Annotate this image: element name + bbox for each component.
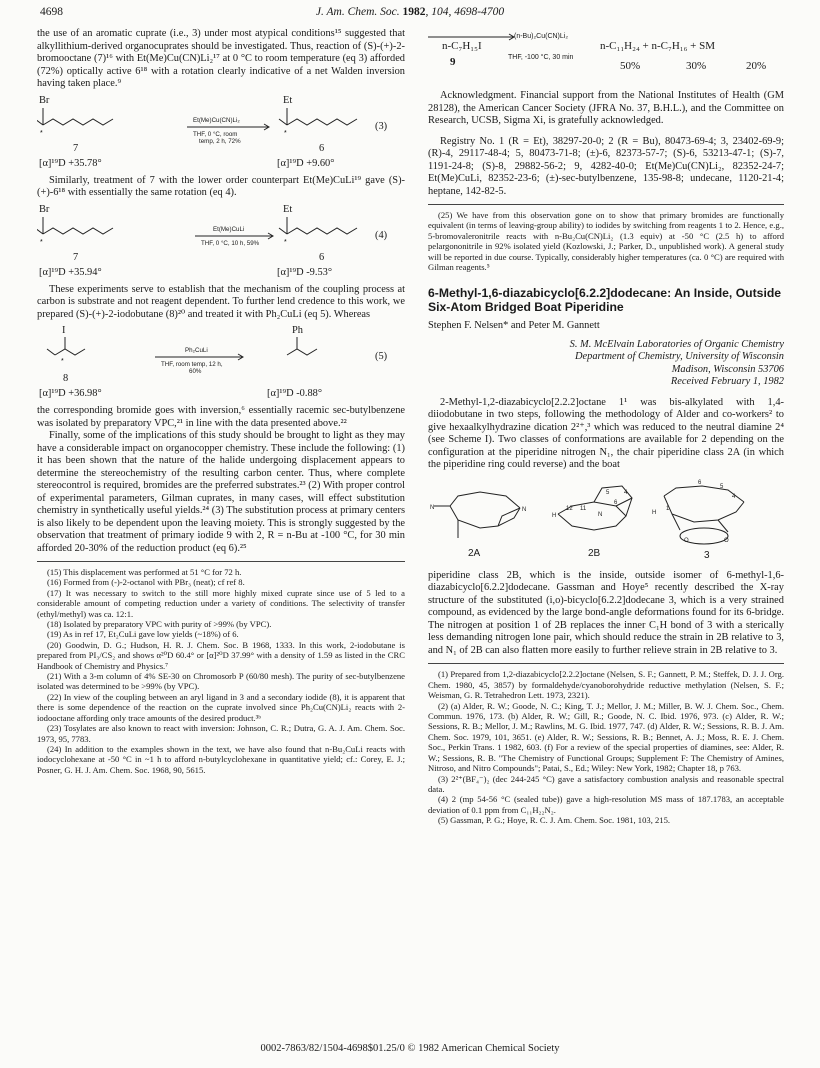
compound-number: 6 (319, 251, 325, 263)
product-substituent: Et (283, 203, 293, 215)
optical-rotation: [α]¹⁹D +35.78° (39, 157, 102, 169)
footnote: (19) As in ref 17, Et₂CuLi gave low yields (~18%) of 6. (47, 629, 239, 640)
svg-text:O: O (684, 537, 689, 544)
reactant: n-C₇H₁₅I (442, 40, 482, 52)
left-column (37, 28, 405, 775)
svg-text:5: 5 (606, 489, 610, 496)
footnotes (37, 567, 405, 775)
equation-5 (37, 325, 405, 401)
yield: 20% (746, 60, 767, 72)
svg-text:H: H (652, 509, 657, 516)
footnote: (24) In addition to the examples shown in the text, we have also found that n-Bu₂CuLi reacts with iodocyclohexane at -50 °C in ~1 h to afford n-butylcyclohexane in quantitative yield; cf.: Corey, E. J.; Posner, G. H. J. Am. Chem. Soc. 1968, 90, 5615. (37, 743, 405, 775)
equation-number: (5) (375, 351, 388, 362)
equation-number: (4) (375, 229, 388, 241)
equation-6 (428, 32, 784, 84)
svg-text:1: 1 (666, 505, 670, 512)
yield: 30% (686, 60, 707, 72)
footnote: (4) 2 (mp 54-56 °C (sealed tube)) gave a high-resolution MS mass of 187.1783, an acceptable deviation of 0.1 ppm from C₁₁H₂₂N₂. (428, 794, 784, 815)
products: n-C₁₁H₂₄ + n-C₇H₁₆ + SM (600, 40, 716, 52)
structure-label: 2B (588, 547, 601, 559)
compound-number: 7 (73, 251, 79, 263)
paragraph: Similarly, treatment of 7 with the lower order counterpart Et(Me)CuLi¹⁹ gave (S)-(+)-6¹⁸ with essentially the same rotation (eq 4). (37, 174, 405, 198)
reactant-halogen: Br (39, 203, 50, 215)
paragraph: the use of an aromatic cuprate (i.e., 3) under most atypical conditions¹⁵ suggested that alkyllithium-derived organocuprates should be investigated. Thus, reaction of (S)-(+)-2-bromooctane (7)¹⁶ with Et(Me)Cu(CN)Li₂¹⁷ at 0 °C to room temperature (eq 3) afforded (72%) optically active 6¹⁸ with a rotation clearly indicative of a net Walden inversion having taken place.⁹ (37, 28, 405, 89)
structure-figure (428, 476, 784, 566)
structure-label: 2A (468, 547, 481, 559)
footnote: (20) Goodwin, D. G.; Hudson, H. R. J. Chem. Soc. B 1968, 1333. In this work, 2-iodobutane is prepared from PI₃/CS₂ and shows α²⁰D 60.4° or [α]²⁰D 37.99° with a density of 1.59 as listed in the CRC Handbook of Chemistry and Physics.⁷ (37, 639, 405, 671)
svg-text:*: * (40, 238, 43, 246)
journal-volume: 104 (431, 6, 449, 18)
svg-text:H: H (552, 512, 557, 519)
svg-text:*: * (284, 129, 287, 137)
reactant-halogen: I (62, 325, 66, 336)
yield: 50% (620, 60, 641, 72)
paragraph: These experiments serve to establish that the mechanism of the coupling process at carbon is substrate and not reagent dependent. To further lend credence to this work, we prepared (S)-(+)-2-iodobutane (8)²⁰ and treated it with Ph₂CuLi (eq 5). Whereas (37, 283, 405, 320)
conditions-line: 60% (189, 368, 202, 375)
svg-text:N: N (522, 506, 527, 513)
paragraph: the corresponding bromide goes with inversion,⁶ essentially racemic sec-butylbenzene was isolated by preparatory VPC,²¹ in line with the data presented above.²² (37, 405, 405, 429)
reagent: (n-Bu)₂Cu(CN)Li₂ (514, 33, 569, 40)
svg-text:*: * (284, 238, 287, 246)
footnote: (16) Formed from (-)-2-octanol with PBr₃ (neat); cf ref 8. (47, 577, 245, 588)
affiliation (428, 339, 784, 377)
footnote: (25) We have from this observation gone on to show that primary bromides are functionally equivalent (in terms of leaving-group ability) to iodides by switching from reagents 1 to 2. Hence, e.g., 5-bromovaleronitrile reacts with n-Bu₂Cu(CN)Li₂ (1.3 equiv) at -50 °C (2.5 h) to afford pelargononitrile in 92% isolated yield (Kozlowski, J.; Parker, D., unpublished work). A general study will be reported in due course. Typically, considerably higher temperatures (ca. 0 °C) are required with Gilman reagents.⁵ (428, 210, 784, 273)
footnote: (5) Gassman, P. G.; Hoye, R. C. J. Am. Chem. Soc. 1981, 103, 215. (438, 815, 671, 826)
compound-number: 7 (73, 142, 79, 154)
svg-text:11: 11 (580, 505, 587, 512)
svg-text:N: N (598, 511, 603, 518)
svg-text:4: 4 (732, 493, 736, 500)
footnote-divider (37, 561, 405, 562)
footnote: (22) In view of the coupling between an aryl ligand in 3 and a secondary iodide (8), it is apparent that there is some dependence of the reaction on the cuprate involved since Ph₂Cu(CN)Li₂ reacts with 2-iodooctane affording only trace amounts of the desired product.³ᵇ (37, 691, 405, 723)
authors: Stephen F. Nelsen* and Peter M. Gannett (428, 320, 600, 332)
optical-rotation: [α]¹⁹D -0.88° (267, 388, 323, 399)
footnote: (1) Prepared from 1,2-diazabicyclo[2.2.2]octane (Nelsen, S. F.; Gannett, P. M.; Steffek, D. J. J. Org. Chem. 1980, 45, 3857) by formaldehyde/cyanoborohydride reductive methylation (Nelsen, S. F.; Weisman, G. R. Tetrahedron Lett. 1973, 2321). (428, 669, 784, 701)
reagent: Ph₂CuLi (185, 347, 208, 354)
optical-rotation: [α]¹⁹D +36.98° (39, 388, 102, 399)
svg-text:N: N (430, 504, 435, 511)
footnote: (18) Isolated by preparatory VPC with purity of >99% (by VPC). (47, 619, 272, 630)
footnote: (21) With a 3-m column of 4% SE-30 on Chromosorb P (60/80 mesh). The purity of sec-butylbenzene isolated was determined to be >99% (by VPC). (37, 671, 405, 692)
equation-4 (37, 204, 405, 280)
running-header (40, 6, 780, 22)
conditions-line: THF, room temp, 12 h, (161, 361, 223, 368)
svg-text:4: 4 (624, 489, 628, 496)
registry-numbers: Registry No. 1 (R = Et), 38297-20-0; 2 (R = Bu), 80473-69-4; 3, 23402-69-9; (R)-4, 29117-48-4; 5, 80473-71-8; (±)-6, 82373-57-7; (S)-6, 53213-47-1; (S)-7, 1191-24-8; (S)-8, 29882-56-2; 9, 4282-40-0; Et(Me)Cu(CN)Li₂, 82352-24-7; Et(Me)CuLi, 82352-23-6; (±)-sec-butylbenzene, 135-98-8; undecane, 1120-21-4; heptane, 142-82-5. (428, 135, 784, 197)
equation-number: (3) (375, 120, 388, 132)
footnote: (2) (a) Alder, R. W.; Goode, N. C.; King, T. J.; Mellor, J. M.; Miller, B. W. J. Chem. Soc., Chem. Commun. 1976, 173. (b) Alder, R. W.; Gill, R.; Goode, N. C. Ibid. 1976, 973. (c) Alder, R. W.; Sessions, R. B.; Mellor, J. M.; Rawlins, M. G. Ibid. 1977, 747. (d) Alder, R. W.; Sessions, R. B. J. Am. Chem. Soc. 1979, 101, 3651. (e) Alder, R. W.; Sessions, R. B.; Bennet, A. J.; Moss, R. E. J. Chem. Soc., Perkin Trans. 1 1982, 603. (f) For a review of the special properties of diamines, see: Alder, R. W.; Sessions, R. B. "The Chemistry of Functional Groups; Supplement F: The Chemistry of Amines, Nitroso, and Nitro Compounds"; Patai, S., Ed.; Wiley: New York, 1982; Chapter 18, p 763. (428, 700, 784, 774)
compound-number: 6 (319, 142, 325, 154)
structure-drawings (428, 476, 784, 566)
footnote: (17) It was necessary to switch to the still more highly mixed cuprate since use of 5 led to a considerable amount of competing reduction under a variety of conditions. The selectivity of transfer (ethyl/methyl) was ca. 12:1. (37, 587, 405, 619)
affiliation-line: Department of Chemistry, University of Wisconsin (575, 351, 784, 363)
page-footer: 0002-7863/82/1504-4698$01.25/0 © 1982 American Chemical Society (260, 1043, 560, 1054)
footnotes (428, 669, 784, 825)
structure-label: 3 (704, 549, 710, 561)
right-column (428, 28, 784, 826)
journal-pages: 4698-4700 (454, 6, 505, 18)
conditions-line: temp, 2 h, 72% (199, 137, 241, 145)
reactant-halogen: Br (39, 94, 50, 106)
conditions-line: THF, 0 °C, room (193, 130, 238, 138)
affiliation-line: Madison, Wisconsin 53706 (671, 363, 784, 375)
svg-text:6: 6 (698, 479, 702, 486)
reagent: Et(Me)Cu(CN)Li₂ (193, 116, 240, 124)
equation-3 (37, 95, 405, 171)
journal-year: 1982 (402, 6, 426, 18)
article-title: 6-Methyl-1,6-diazabicyclo[6.2.2]dodecane: An Inside, Outside Six-Atom Bridged Boat Piperidine (428, 286, 782, 315)
svg-text:*: * (61, 358, 64, 365)
footnote: (3) 2²⁺(BF₄⁻)₂ (dec 244-245 °C) gave a satisfactory combustion analysis and reasonable spectral data. (428, 773, 784, 794)
svg-text:12: 12 (566, 505, 573, 512)
svg-text:O: O (724, 537, 729, 544)
conditions: THF, -100 °C, 30 min (508, 54, 574, 61)
footnotes (428, 210, 784, 272)
received-date: Received February 1, 1982 (670, 376, 784, 388)
compound-number: 8 (63, 373, 69, 384)
journal-citation: J. Am. Chem. Soc. 1982, 104, 4698-4700 (315, 6, 505, 18)
acknowledgment: Acknowledgment. Financial support from the National Institutes of Health (GM 28128), the American Cancer Society (JFRA No. 37, B.H.L.), and the Committee on Research, UCSB, Sigma Xi, is gratefully acknowledged. (428, 90, 784, 126)
affiliation-line: S. M. McElvain Laboratories of Organic Chemistry (569, 338, 784, 350)
svg-text:*: * (40, 129, 43, 137)
page-number: 4698 (40, 6, 63, 18)
product-substituent: Et (283, 94, 293, 106)
svg-text:5: 5 (720, 483, 724, 490)
footnote: (15) This displacement was performed at 51 °C for 72 h. (47, 567, 242, 577)
footnote-divider (428, 663, 784, 664)
conditions-line: THF, 0 °C, 10 h, 59% (201, 239, 260, 247)
optical-rotation: [α]¹⁹D +9.60° (277, 157, 335, 169)
footnote-divider (428, 204, 784, 205)
compound-number: 9 (450, 56, 456, 68)
optical-rotation: [α]¹⁹D -9.53° (277, 266, 333, 278)
paragraph: 2-Methyl-1,2-diazabicyclo[2.2.2]octane 1¹ was bis-alkylated with 1,4-diiodobutane in two steps, following the methodology of Alder and co-workers² to give hexaalkylhydrazine dication 2²⁺,³ which was reduced to the neutral diamine 2⁴ (see Scheme I). Two classes of conformations are available for 2 depending on the configuration at the piperidine nitrogen N₁, the chair piperidine class 2A (in which the piperidine ring could reverse) and the boat (428, 396, 784, 471)
product-substituent: Ph (292, 325, 303, 336)
paragraph: Finally, some of the implications of this study should be brought to light as they may have a considerable impact on organocopper chemistry. These include the following: (1) it has been shown that the nature of the halide undergoing displacement appears to determine the stereochemistry of the resulting carbon center. Thus, where complete stereocontrol is required, bromides are the preferred substrates.²³ (2) With proper control of experimental parameters, Gilman cuprates, in many cases, will effect substitution chemistry in synthetically useful yields.²⁴ (3) The substitution process at primary centers is also likely to be dependent upon the leaving moiety. This is strongly suggested by the observation that treatment of primary iodide 9 with 2, R = n-Bu at -100 °C, for 30 min afforded 20-30% of the reduction product (eq 6).²⁵ (37, 430, 405, 554)
reagent: Et(Me)CuLi (213, 225, 245, 233)
optical-rotation: [α]¹⁹D +35.94° (39, 266, 102, 278)
footnote: (23) Tosylates are also known to react with inversion: Johnson, C. R.; Dutra, G. A. J. Am. Chem. Soc. 1973, 95, 7783. (37, 723, 405, 744)
svg-text:6: 6 (614, 499, 618, 506)
journal-name: J. Am. Chem. Soc. (315, 6, 400, 18)
paragraph: piperidine class 2B, which is the inside, outside isomer of 6-methyl-1,6-diazabicyclo[6.2.2]dodecane. Gassman and Hoye⁵ recently described the X-ray structure of the substituted (i,o)-bicyclo[6.2.2]dodecane 3, which is a very strained compound, as evidenced by the large bond-angle deformations found for its 6-bridge. The nitrogen at position 1 of 2B replaces the inner C₁H bond of 3 with a sterically less demanding nitrogen lone pair, which should reduce the strain in 2B relative to 3, and N₁ of 2B can also flatten more easily to further relieve strain in 2B relative to 3. (428, 569, 784, 656)
